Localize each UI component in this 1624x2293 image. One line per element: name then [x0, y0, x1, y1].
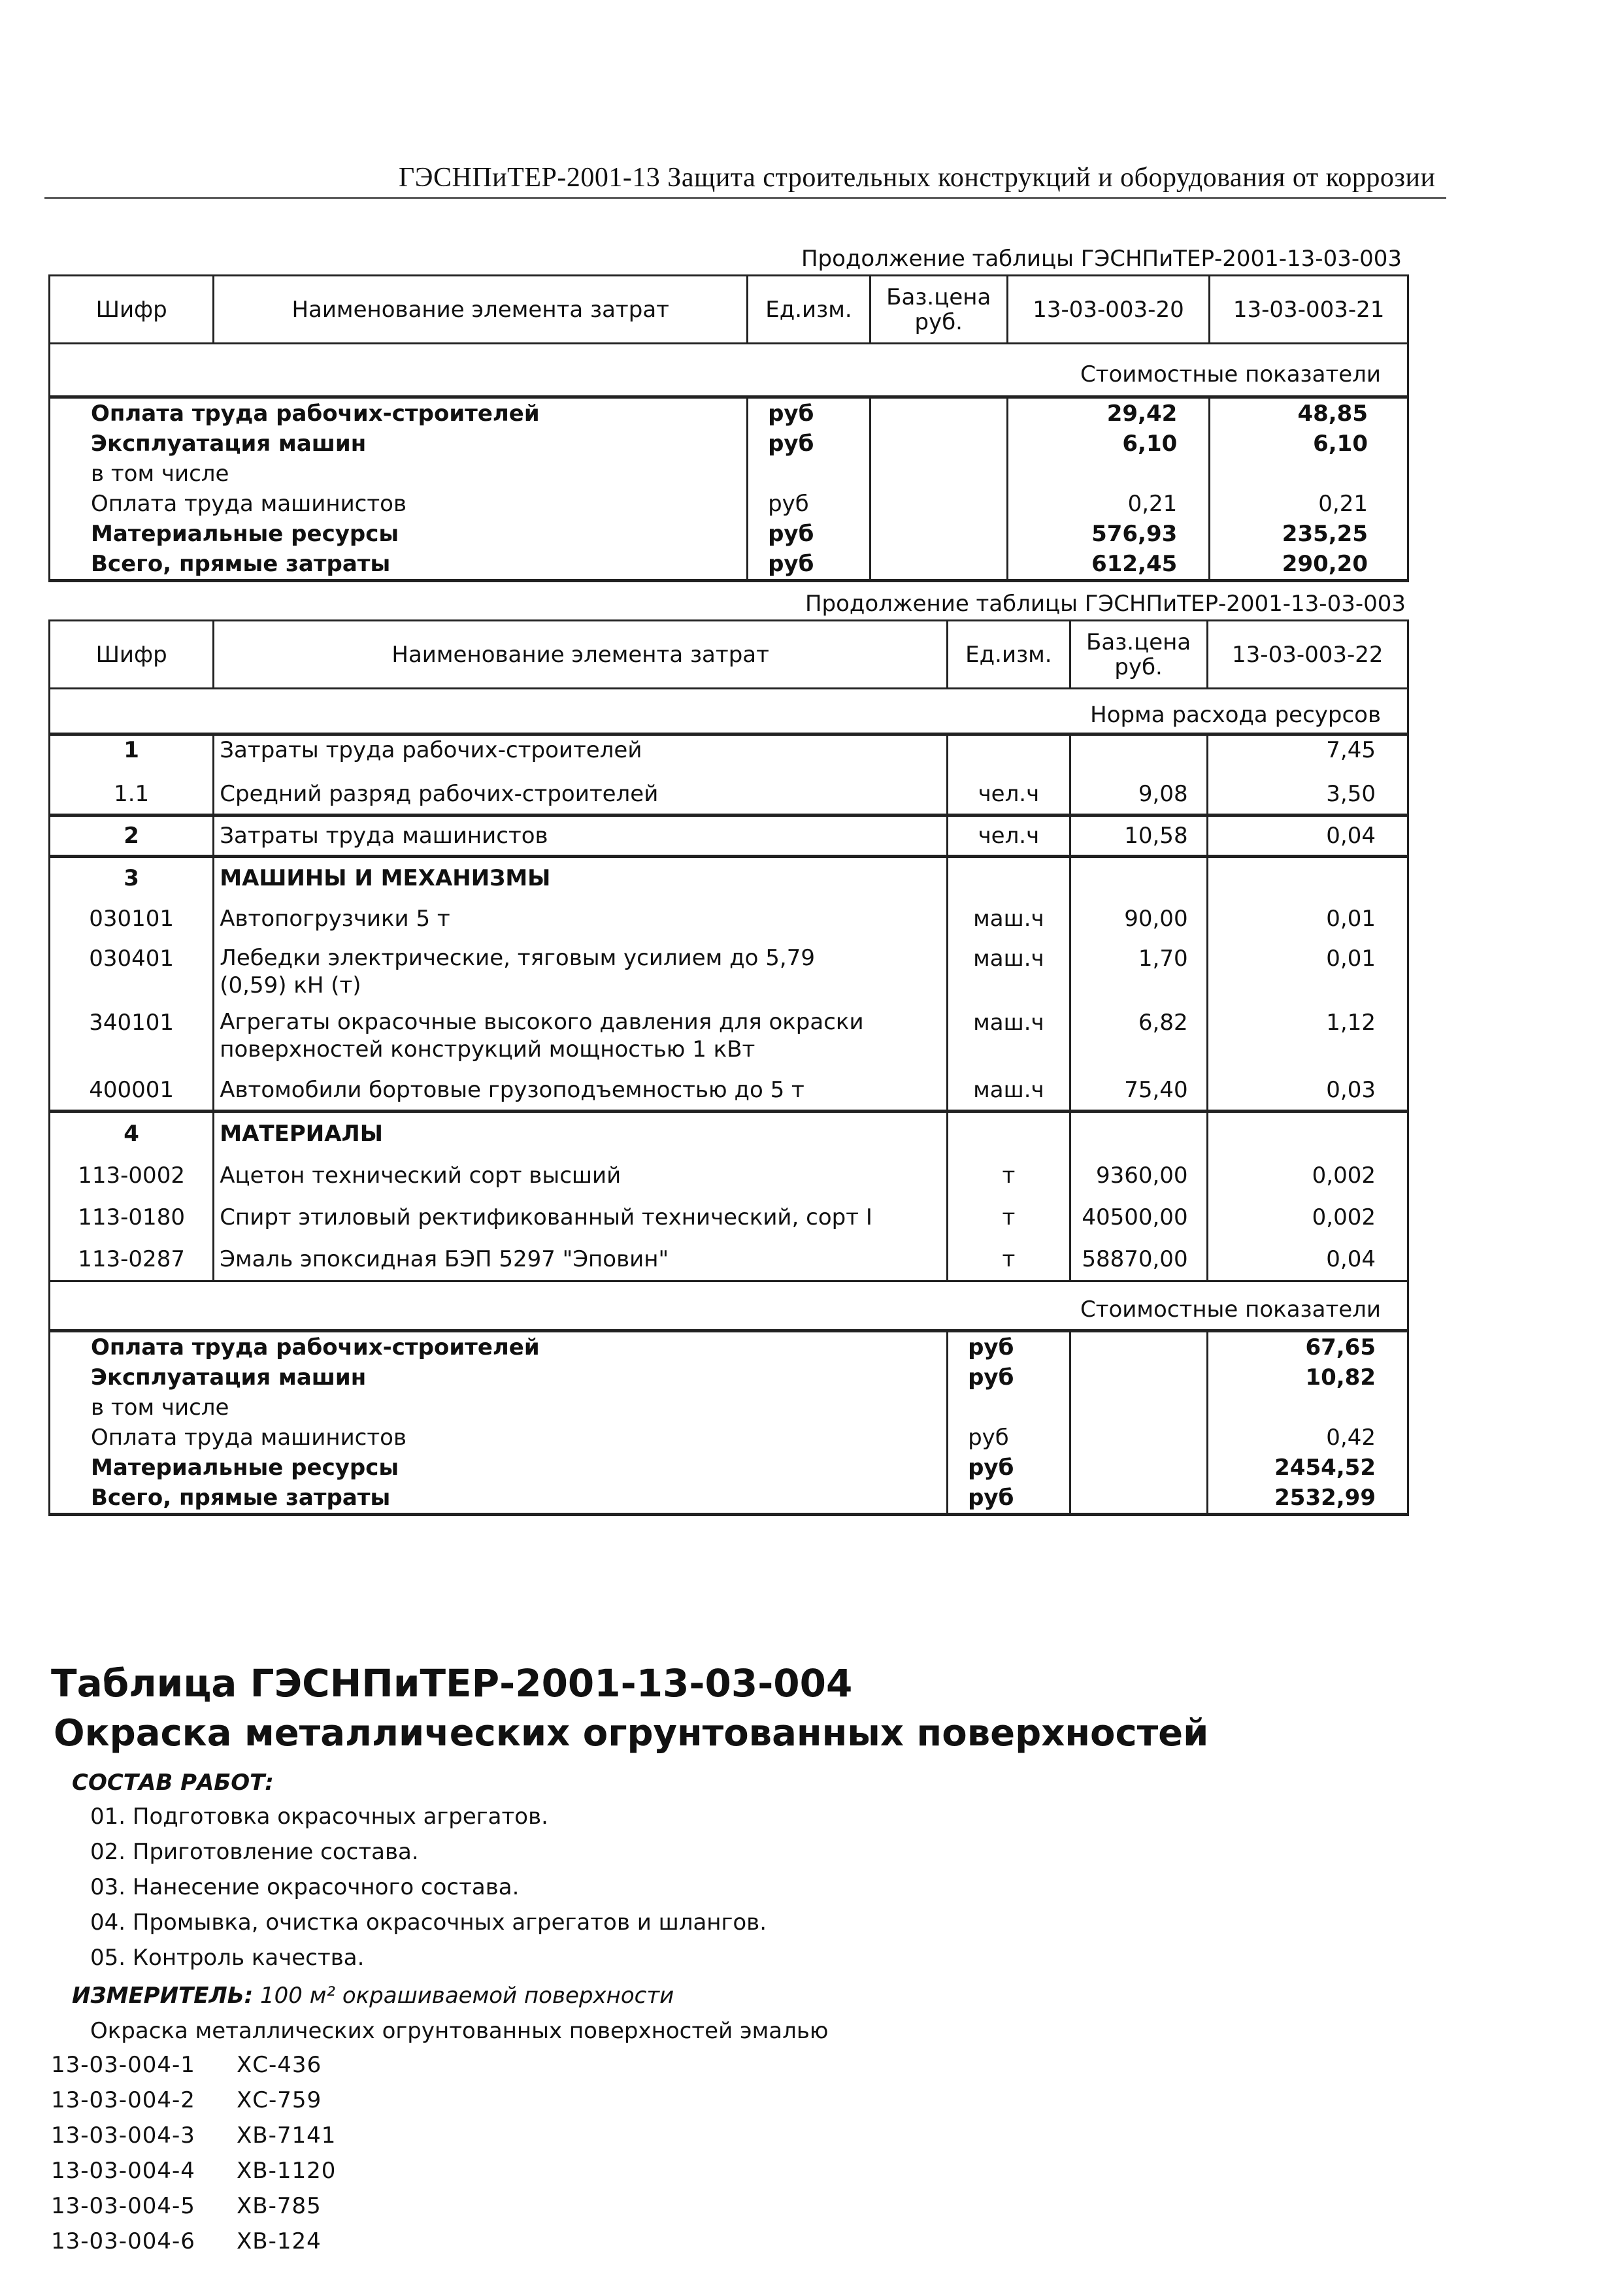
table-row: 113-0287 Эмаль эпоксидная БЭП 5297 "Эповин" т 58870,00 0,04 — [50, 1240, 1408, 1281]
measure-label: ИЗМЕРИТЕЛЬ: — [72, 1983, 254, 2009]
section-label: Стоимостные показатели — [50, 344, 1408, 397]
table1-header-row — [50, 276, 1408, 344]
item-code: 13-03-004-4 — [51, 2158, 195, 2184]
item-mark: ХВ-7141 — [237, 2122, 337, 2149]
item-code: 13-03-004-5 — [51, 2193, 195, 2219]
col-header-name: Наименование элемента затрат — [214, 276, 748, 344]
item-mark: ХС-436 — [237, 2052, 322, 2078]
table-row: 1 Затраты труда рабочих-строителей 7,45 — [50, 734, 1408, 775]
page-header: ГЭСНПиТЕР-2001-13 Защита строительных конструкций и оборудования от коррозии — [399, 163, 1436, 193]
table-row: Оплата труда машинистов руб 0,21 0,21 — [50, 489, 1408, 519]
table1-section-row — [50, 344, 1408, 397]
table-row: Эксплуатация машин руб 6,10 6,10 — [50, 429, 1408, 459]
col-header-price: Баз.цена руб. — [1070, 621, 1207, 689]
col-header-unit: Ед.изм. — [948, 621, 1070, 689]
col-header-21: 13-03-003-21 — [1210, 276, 1408, 344]
table-row: Оплата труда рабочих-строителей руб 29,42 48,85 — [50, 397, 1408, 429]
section-label: Стоимостные показатели — [50, 1281, 1408, 1331]
col-header-22: 13-03-003-22 — [1207, 621, 1408, 689]
item-mark: ХВ-785 — [237, 2193, 322, 2219]
section-title: Таблица ГЭСНПиТЕР-2001-13-03-004 — [51, 1661, 853, 1706]
header-rule — [44, 197, 1446, 199]
table-row: в том числе — [50, 459, 1408, 489]
measure-value: 100 м² окрашиваемой поверхности — [260, 1983, 674, 2009]
item-code: 13-03-004-6 — [51, 2228, 195, 2254]
table2 — [48, 619, 1409, 1516]
col-header-unit: Ед.изм. — [748, 276, 870, 344]
table-row: 113-0002 Ацетон технический сорт высший т 9360,00 0,002 — [50, 1156, 1408, 1198]
work-item: 01. Подготовка окрасочных агрегатов. — [90, 1804, 548, 1830]
table-row: 2 Затраты труда машинистов чел.ч 10,58 0,04 — [50, 816, 1408, 857]
item-mark: ХС-759 — [237, 2087, 322, 2113]
work-item: 05. Контроль качества. — [90, 1945, 365, 1971]
table2-header-row — [50, 621, 1408, 689]
table-row: Материальные ресурсы руб 2454,52 — [50, 1453, 1408, 1483]
col-header-20: 13-03-003-20 — [1007, 276, 1210, 344]
table2-cost-section-row — [50, 1281, 1408, 1331]
col-header-name: Наименование элемента затрат — [214, 621, 948, 689]
table-row: 030101 Автопогрузчики 5 т маш.ч 90,00 0,01 — [50, 900, 1408, 940]
table-row: 400001 Автомобили бортовые грузоподъемностью до 5 т маш.ч 75,40 0,03 — [50, 1071, 1408, 1112]
table-row: 030401 Лебедки электрические, тяговым усилием до 5,79 (0,59) кН (т) маш.ч 1,70 0,01 — [50, 940, 1408, 1004]
section-label: Норма расхода ресурсов — [50, 689, 1408, 734]
col-header-code: Шифр — [50, 621, 214, 689]
item-mark: ХВ-124 — [237, 2228, 322, 2254]
item-mark: ХВ-1120 — [237, 2158, 337, 2184]
table-row: 4 МАТЕРИАЛЫ — [50, 1112, 1408, 1156]
item-code: 13-03-004-1 — [51, 2052, 195, 2078]
col-header-code: Шифр — [50, 276, 214, 344]
table-row: в том числе — [50, 1393, 1408, 1423]
table-row: 1.1 Средний разряд рабочих-строителей чел.ч 9,08 3,50 — [50, 775, 1408, 816]
table-row: Оплата труда машинистов руб 0,42 — [50, 1423, 1408, 1453]
measure-line — [72, 1983, 674, 2009]
table-row: Оплата труда рабочих-строителей руб 67,65 — [50, 1331, 1408, 1363]
section-subtitle: Окраска металлических огрунтованных поверхностей — [54, 1712, 1209, 1755]
item-code: 13-03-004-2 — [51, 2087, 195, 2113]
work-item: 02. Приготовление состава. — [90, 1839, 419, 1865]
table2-norm-row — [50, 689, 1408, 734]
table2-caption: Продолжение таблицы ГЭСНПиТЕР-2001-13-03-003 — [804, 591, 1406, 617]
work-item: 04. Промывка, очистка окрасочных агрегатов и шлангов. — [90, 1909, 767, 1936]
table-row: 3 МАШИНЫ И МЕХАНИЗМЫ — [50, 857, 1408, 900]
table-row: Всего, прямые затраты руб 2532,99 — [50, 1483, 1408, 1515]
table-row: 113-0180 Спирт этиловый ректификованный технический, сорт I т 40500,00 0,002 — [50, 1198, 1408, 1240]
table-row: Материальные ресурсы руб 576,93 235,25 — [50, 519, 1408, 549]
items-description: Окраска металлических огрунтованных поверхностей эмалью — [90, 2018, 829, 2044]
work-item: 03. Нанесение окрасочного состава. — [90, 1874, 520, 1900]
table-row: Всего, прямые затраты руб 612,45 290,20 — [50, 549, 1408, 581]
item-code: 13-03-004-3 — [51, 2122, 195, 2149]
col-header-price: Баз.цена руб. — [870, 276, 1007, 344]
work-composition-label: СОСТАВ РАБОТ: — [72, 1770, 274, 1796]
table-row: 340101 Агрегаты окрасочные высокого давления для окраски поверхностей конструкций мощностью 1 кВт маш.ч 6,82 1,12 — [50, 1004, 1408, 1071]
table1-caption: Продолжение таблицы ГЭСНПиТЕР-2001-13-03-003 — [801, 246, 1402, 272]
table-row: Эксплуатация машин руб 10,82 — [50, 1362, 1408, 1393]
table1 — [48, 274, 1409, 582]
